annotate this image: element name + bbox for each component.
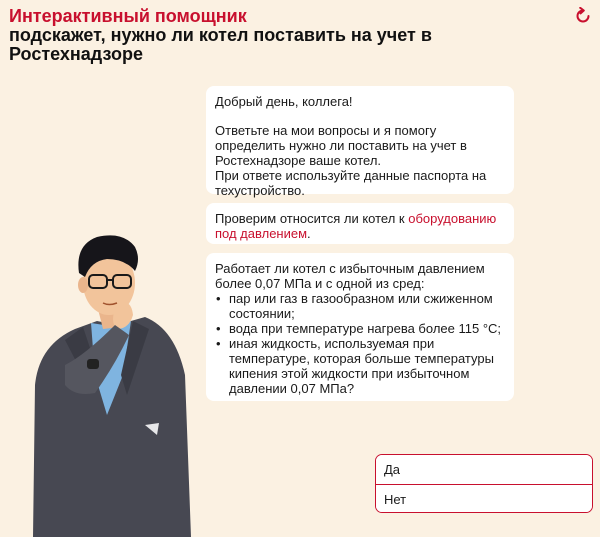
- page-header: [9, 7, 549, 64]
- answer-options: [375, 454, 593, 513]
- greeting-passport-hint: При ответе используйте данные паспорта на техустройство.: [215, 168, 487, 198]
- chat-message-check: [206, 203, 514, 244]
- pressure-equipment-link[interactable]: оборудованию под давлением: [215, 211, 497, 241]
- list-item: • пар или газ в газообразном или сжиженном состоянии;: [215, 291, 505, 321]
- assistant-illustration: [25, 225, 200, 537]
- answer-no-button[interactable]: Нет: [376, 484, 592, 513]
- check-text-suffix: .: [307, 226, 311, 241]
- list-item: • иная жидкость, используемая при температуре, которая больше температуры кипения этой жидкости при избыточном давлении 0,07 МПа?: [215, 336, 505, 396]
- question-intro: Работает ли котел с избыточным давлением более 0,07 МПа и с одной из сред:: [215, 261, 485, 291]
- list-item: • вода при температуре нагрева более 115 °С;: [215, 321, 505, 336]
- check-text-lead: Проверим относится ли котел к: [215, 211, 405, 226]
- greeting-instructions: Ответьте на мои вопросы и я помогу определить нужно ли поставить на учет в Ростехнадзоре ваше котел.: [215, 123, 467, 168]
- restart-button[interactable]: [574, 7, 592, 25]
- page-subtitle: подскажет, нужно ли котел поставить на учет в Ростехнадзоре: [9, 25, 432, 64]
- chat-message-question: [206, 253, 514, 401]
- page-title: Интерактивный помощник: [9, 6, 247, 26]
- check-text: [215, 211, 505, 241]
- question-conditions-list: [215, 291, 505, 396]
- answer-yes-button[interactable]: Да: [376, 455, 592, 484]
- greeting-text: Добрый день, коллега!: [215, 94, 353, 109]
- restart-icon: [574, 7, 592, 25]
- chat-message-greeting: [206, 86, 514, 198]
